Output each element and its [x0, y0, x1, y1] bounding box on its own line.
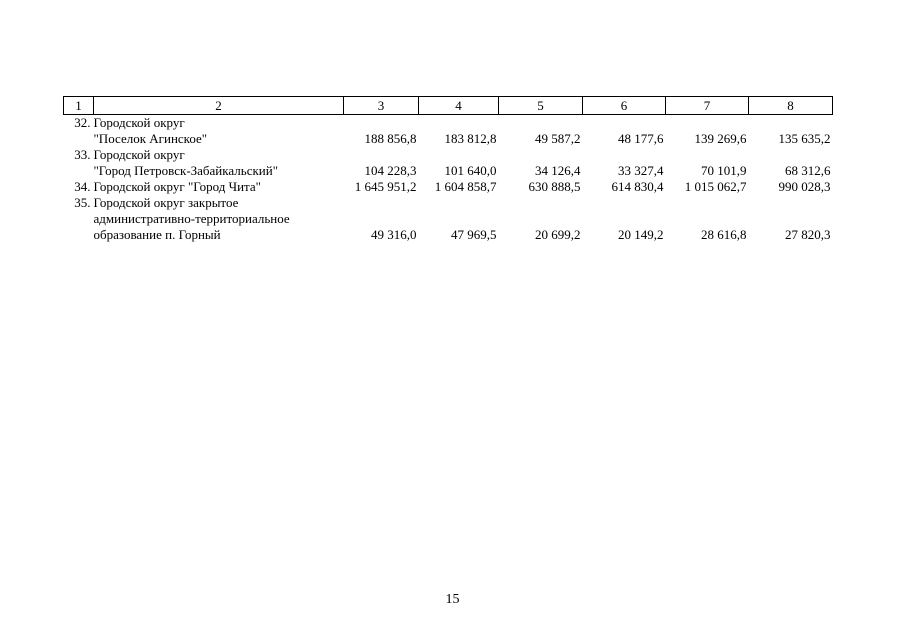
- value-cell: 183 812,8: [444, 131, 497, 146]
- value-cell: 20 149,2: [618, 227, 664, 242]
- column-header-1: 1: [64, 97, 94, 115]
- table-row: [64, 179, 833, 195]
- row-name: [94, 179, 344, 195]
- value-cell: 28 616,8: [701, 227, 747, 242]
- budget-table: [63, 96, 833, 243]
- value-cell: 33 327,4: [618, 163, 664, 178]
- row-name-line: "Поселок Агинское": [93, 131, 208, 146]
- value-cell: 630 888,5: [528, 179, 581, 194]
- row-name-line: "Город Петровск-Забайкальский": [93, 163, 278, 178]
- row-name-line: образование п. Горный: [93, 227, 221, 242]
- row-name-line: Городской округ: [93, 147, 185, 162]
- row-number: 33.: [74, 147, 91, 162]
- table-row: [64, 147, 833, 179]
- row-name: [94, 147, 344, 179]
- column-header-6: 6: [583, 97, 666, 115]
- row-number: 32.: [74, 115, 91, 130]
- value-cell: 68 312,6: [785, 163, 831, 178]
- column-header-3: 3: [344, 97, 419, 115]
- value-cell: 990 028,3: [778, 179, 831, 194]
- column-header-8: 8: [749, 97, 833, 115]
- value-cell: 614 830,4: [611, 179, 664, 194]
- column-header-2: 2: [94, 97, 344, 115]
- row-name-line: Городской округ закрытое: [93, 195, 239, 210]
- value-cell: 1 604 858,7: [434, 179, 497, 194]
- value-cell: 34 126,4: [535, 163, 581, 178]
- value-cell: 70 101,9: [701, 163, 747, 178]
- row-name: [94, 115, 344, 148]
- value-cell: 104 228,3: [364, 163, 417, 178]
- value-cell: 27 820,3: [785, 227, 831, 242]
- table-row: [64, 115, 833, 148]
- data-table-container: [63, 96, 832, 243]
- column-header-7: 7: [666, 97, 749, 115]
- value-cell: 1 015 062,7: [684, 179, 747, 194]
- page-number: 15: [445, 592, 460, 607]
- row-name-line: административно-территориальное: [93, 211, 290, 226]
- value-cell: 1 645 951,2: [354, 179, 417, 194]
- table-row: [64, 195, 833, 243]
- row-name-line: Городской округ: [93, 115, 185, 130]
- row-number: 34.: [74, 179, 91, 194]
- value-cell: 49 587,2: [535, 131, 581, 146]
- value-cell: 49 316,0: [371, 227, 417, 242]
- value-cell: 135 635,2: [778, 131, 831, 146]
- value-cell: 20 699,2: [535, 227, 581, 242]
- column-header-4: 4: [419, 97, 499, 115]
- row-name: [94, 195, 344, 243]
- value-cell: 188 856,8: [364, 131, 417, 146]
- value-cell: 101 640,0: [444, 163, 497, 178]
- row-number: 35.: [74, 195, 91, 210]
- value-cell: 139 269,6: [694, 131, 747, 146]
- value-cell: 47 969,5: [451, 227, 497, 242]
- column-number-header-row: [64, 97, 833, 115]
- value-cell: 48 177,6: [618, 131, 664, 146]
- column-header-5: 5: [499, 97, 583, 115]
- row-name-line: Городской округ "Город Чита": [93, 179, 261, 194]
